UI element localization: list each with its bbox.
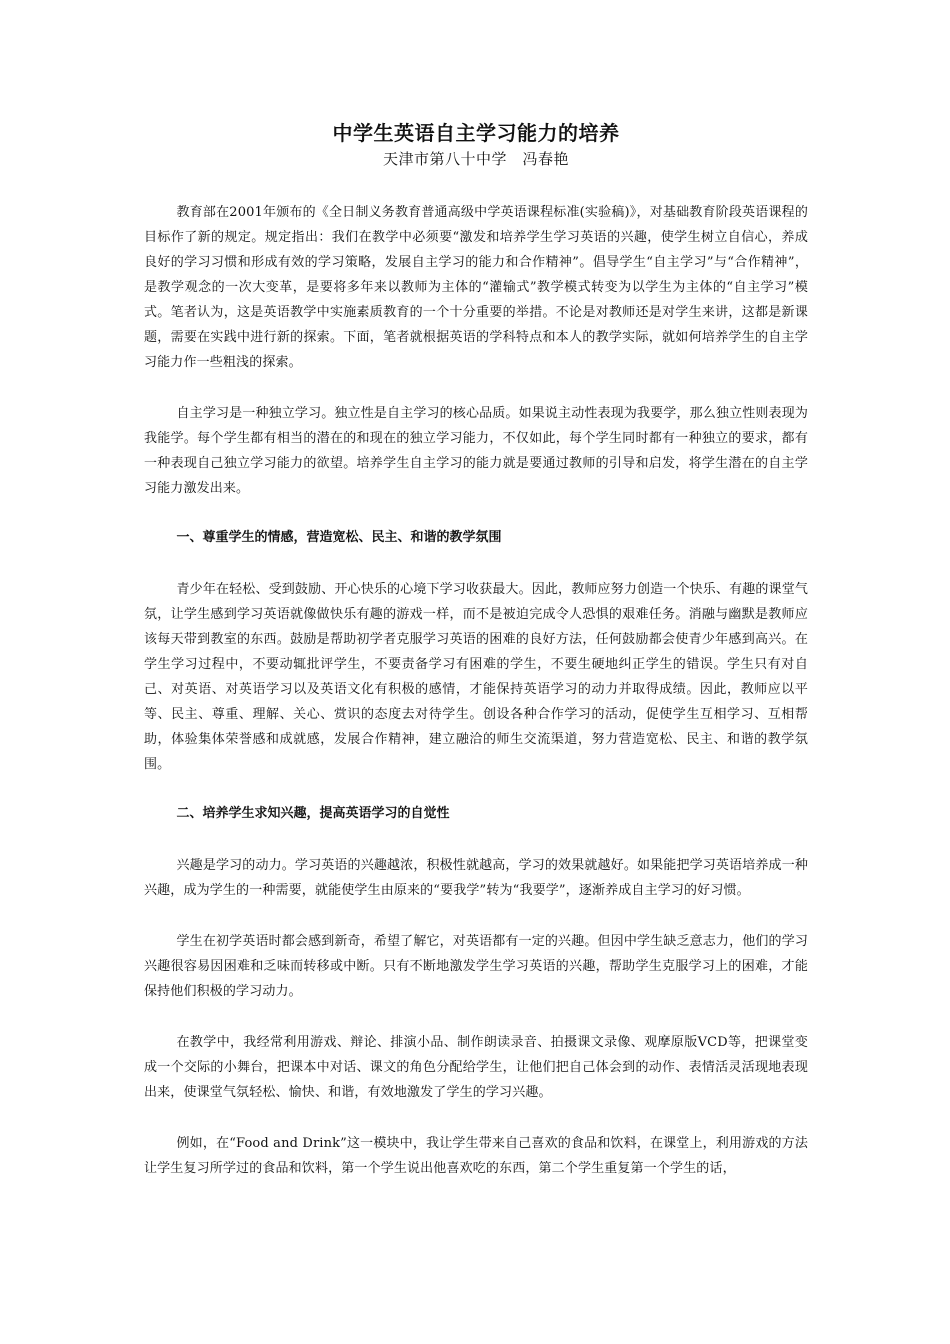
paragraph: 自主学习是一种独立学习。独立性是自主学习的核心品质。如果说主动性表现为我要学，那么独立性则表现为我能学。每个学生都有相当的潜在的和现在的独立学习能力，不仅如此，每个学生同时都有一种独立的要求，都有一种表现自己独立学习能力的欲望。培养学生自主学习的能力就是要通过教师的引导和启发，将学生潜在的自主学习能力激发出来。 xyxy=(144,406,808,496)
paragraph: 例如，在“Food and Drink”这一模块中，我让学生带来自己喜欢的食品和饮料，在课堂上，利用游戏的方法让学生复习所学过的食品和饮料，第一个学生说出他喜欢吃的东西，第二个学生重复第一个学生的话， xyxy=(144,1136,808,1176)
document-page xyxy=(144,118,808,1207)
paragraph: 兴趣是学习的动力。学习英语的兴趣越浓，积极性就越高，学习的效果就越好。如果能把学习英语培养成一种兴趣，成为学生的一种需要，就能使学生由原来的“要我学”转为“我要学”，逐渐养成自主学习的好习惯。 xyxy=(144,858,808,898)
document-title: 中学生英语自主学习能力的培养 xyxy=(332,121,620,145)
author-line: 天津市第八十中学 冯春艳 xyxy=(382,150,569,168)
section-heading: 二、培养学生求知兴趣，提高英语学习的自觉性 xyxy=(176,806,450,821)
paragraph: 青少年在轻松、受到鼓励、开心快乐的心境下学习收获最大。因此，教师应努力创造一个快乐、有趣的课堂气氛，让学生感到学习英语就像做快乐有趣的游戏一样，而不是被迫完成令人恐惧的艰难任务。消融与幽默是教师应该每天带到教室的东西。鼓励是帮助初学者克服学习英语的困难的良好方法，任何鼓励都会使青少年感到高兴。在学生学习过程中，不要动辄批评学生，不要责备学习有困难的学生，不要生硬地纠正学生的错误。学生只有对自己、对英语、对英语学习以及英语文化有积极的感情，才能保持英语学习的动力并取得成绩。因此，教师应以平等、民主、尊重、理解、关心、赏识的态度去对待学生。创设各种合作学习的活动，促使学生互相学习、互相帮助，体验集体荣誉感和成就感，发展合作精神，建立融洽的师生交流渠道，努力营造宽松、民主、和谐的教学氛围。 xyxy=(144,582,808,772)
paragraph: 教育部在2001年颁布的《全日制义务教育普通高级中学英语课程标准(实验稿)》，对基础教育阶段英语课程的目标作了新的规定。规定指出：我们在教学中必须要“激发和培养学生学习英语的兴趣，使学生树立自信心，养成良好的学习习惯和形成有效的学习策略，发展自主学习的能力和合作精神”。倡导学生“自主学习”与“合作精神”，是教学观念的一次大变革，是要将多年来以教师为主体的“灌输式”教学模式转变为以学生为主体的“自主学习”模式。笔者认为，这是英语教学中实施素质教育的一个十分重要的举措。不论是对教师还是对学生来讲，这都是新课题，需要在实践中进行新的探索。下面，笔者就根据英语的学科特点和本人的教学实际，就如何培养学生的自主学习能力作一些粗浅的探索。 xyxy=(144,205,809,370)
section-heading: 一、尊重学生的情感，营造宽松、民主、和谐的教学氛围 xyxy=(176,530,502,545)
paragraph: 在教学中，我经常利用游戏、辩论、排演小品、制作朗读录音、拍摄课文录像、观摩原版VCD等，把课堂变成一个交际的小舞台，把课本中对话、课文的角色分配给学生，让他们把自己体会到的动作、表情活灵活现地表现出来，使课堂气氛轻松、愉快、和谐，有效地激发了学生的学习兴趣。 xyxy=(144,1035,808,1100)
paragraph: 学生在初学英语时都会感到新奇，希望了解它，对英语都有一定的兴趣。但因中学生缺乏意志力，他们的学习兴趣很容易因困难和乏味而转移或中断。只有不断地激发学生学习英语的兴趣，帮助学生克服学习上的困难，才能保持他们积极的学习动力。 xyxy=(144,934,808,999)
